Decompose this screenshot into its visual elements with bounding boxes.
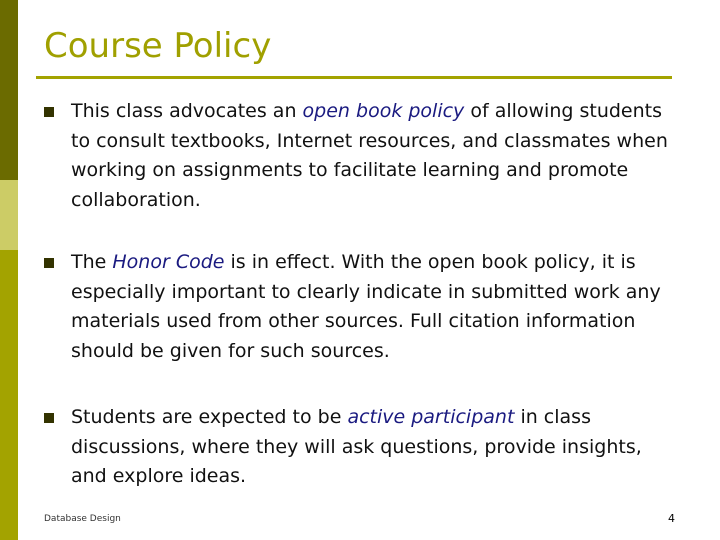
square-bullet-icon (44, 107, 54, 117)
emphasis-text: Honor Code (112, 251, 225, 273)
page-number: 4 (668, 512, 675, 525)
emphasis-text: active participant (347, 406, 515, 428)
bullet-item (44, 248, 670, 366)
footer-course-name: Database Design (44, 514, 121, 524)
bullet-item (44, 403, 670, 492)
square-bullet-icon (44, 258, 54, 268)
bullet-text: Students are expected to be active participant in class discussions, where they will ask questions, provide insights, and explore ideas. (71, 406, 642, 487)
slide-title: Course Policy (44, 26, 272, 66)
side-bar-dark (0, 0, 18, 180)
side-bar-light (0, 180, 18, 250)
bullet-text: The Honor Code is in effect. With the open book policy, it is especially important to clearly indicate in submitted work any materials used from other sources. Full citation information should be given for such sources. (71, 251, 661, 362)
emphasis-text: open book policy (302, 100, 465, 122)
square-bullet-icon (44, 413, 54, 423)
title-underline (36, 76, 672, 79)
bullet-item (44, 97, 670, 215)
bullet-text: This class advocates an open book policy of allowing students to consult textbooks, Internet resources, and classmates when working on assignments to facilitate learning and promote collaboration. (71, 100, 668, 211)
